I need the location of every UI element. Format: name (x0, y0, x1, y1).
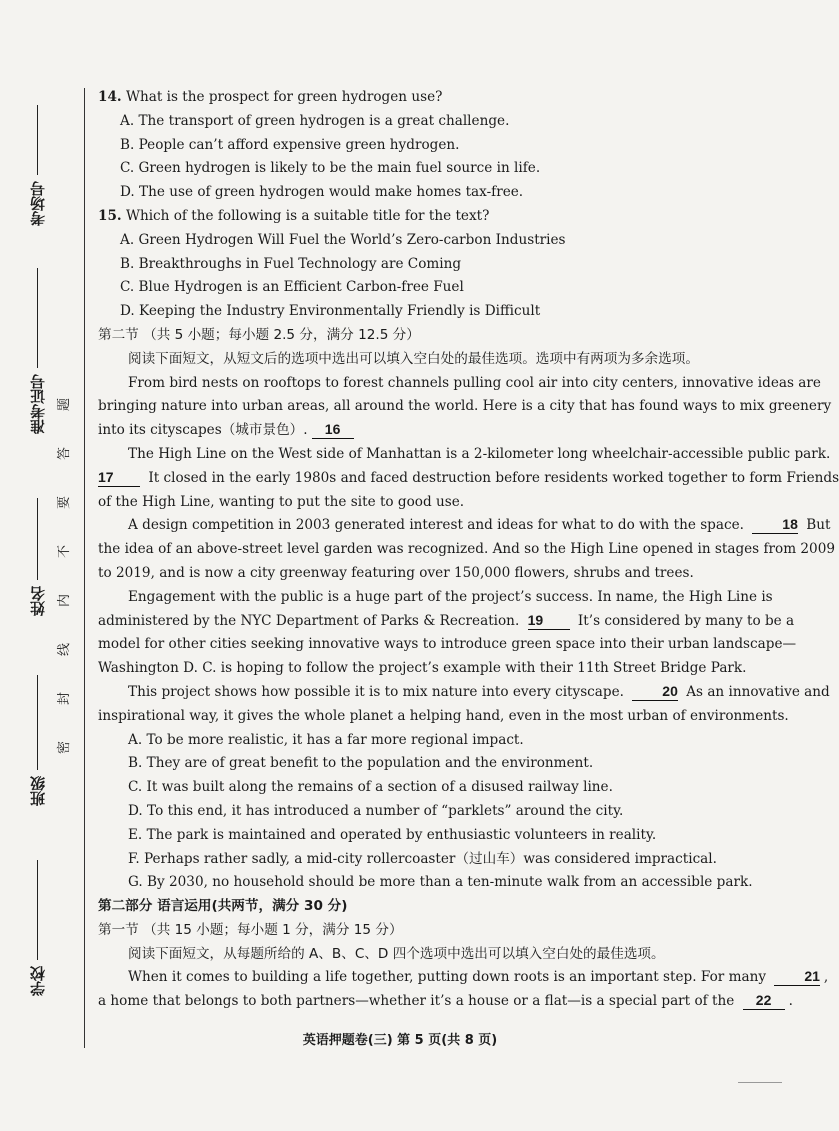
blank-21: 21 (774, 968, 820, 986)
question-15 (98, 205, 748, 229)
passage-line: of the High Line, wanting to put the site to good use. (98, 493, 465, 510)
passage-line (98, 419, 748, 443)
blank-22: 22 (743, 992, 785, 1010)
option-14a: A. The transport of green hydrogen is a great challenge. (120, 112, 510, 129)
passage-line (98, 610, 795, 634)
passage-text: But (806, 517, 831, 534)
passage-text: It closed in the early 1980s and faced destruction before residents worked together to form Friends (148, 469, 839, 486)
subsection-header: 第一节 （共 15 小题；每小题 1 分，满分 15 分） (98, 921, 403, 938)
passage-text: It’s considered by many to be a (577, 612, 795, 629)
seal-char: 答 (57, 446, 73, 461)
exam-room-label: 考场号 (28, 181, 47, 226)
option-e: E. The park is maintained and operated by enthusiastic volunteers in reality. (128, 826, 657, 843)
passage-line: Washington D. C. is hoping to follow the project’s example with their 11th Street Bridge Park. (98, 660, 747, 677)
option-15c: C. Blue Hydrogen is an Efficient Carbon-free Fuel (120, 279, 464, 296)
class-line (37, 675, 38, 770)
blank-16: 16 (312, 421, 354, 439)
page-content (98, 86, 839, 1014)
question-number: 14. (98, 89, 122, 105)
seal-line (84, 88, 85, 1048)
page-footer: 英语押题卷(三) 第 5 页(共 8 页) (302, 1033, 498, 1048)
name-line (37, 498, 38, 580)
question-text: Which of the following is a suitable title for the text? (125, 207, 490, 224)
passage-line (98, 467, 839, 491)
school-line (37, 860, 38, 960)
option-14c: C. Green hydrogen is likely to be the main fuel source in life. (120, 160, 541, 177)
part-instruction: 阅读下面短文，从每题所给的 A、B、C、D 四个选项中选出可以填入空白处的最佳选项。 (128, 945, 665, 962)
option-c: C. It was built along the remains of a section of a disused railway line. (128, 779, 613, 796)
passage-text: As an innovative and (686, 683, 830, 700)
section-header: 第二节 （共 5 小题；每小题 2.5 分，满分 12.5 分） (98, 326, 420, 343)
exam-room-field (22, 105, 52, 226)
school-label: 学校 (28, 966, 47, 996)
question-number: 15. (98, 207, 122, 224)
seal-char: 要 (57, 495, 73, 510)
seal-char: 线 (57, 642, 73, 657)
class-label: 班级 (28, 776, 47, 806)
seal-char: 内 (57, 593, 73, 608)
passage-line: model for other cities seeking innovative ways to introduce green space into their urban landscape— (98, 636, 797, 653)
cloze-line (98, 966, 829, 990)
passage-line: to 2019, and is now a city greenway featuring over 150,000 flowers, shrubs and trees. (98, 564, 694, 581)
cloze-text: a home that belongs to both partners—whether it’s a house or a flat—is a special part of the (98, 993, 735, 1010)
cloze-line (98, 990, 793, 1014)
option-d: D. To this end, it has introduced a number of “parklets” around the city. (128, 802, 624, 819)
option-15b: B. Breakthroughs in Fuel Technology are Coming (120, 255, 462, 272)
question-text: What is the prospect for green hydrogen use? (125, 89, 443, 105)
passage-text: administered by the NYC Department of Parks & Recreation. (98, 612, 520, 629)
section-instruction: 阅读下面短文，从短文后的选项中选出可以填入空白处的最佳选项。选项中有两项为多余选项。 (128, 350, 699, 367)
seal-char: 密 (57, 740, 73, 755)
seal-char: 题 (57, 397, 73, 412)
option-14d: D. The use of green hydrogen would make homes tax-free. (120, 184, 524, 201)
passage-line: the idea of an above-street level garden was recognized. And so the High Line opened in stages from 2009 (98, 541, 836, 558)
passage-line: inspirational way, it gives the whole planet a helping hand, even in the most urban of environments. (98, 707, 789, 724)
option-a: A. To be more realistic, it has a far more regional impact. (128, 731, 524, 748)
cloze-punct: , (823, 969, 829, 986)
passage-line: From bird nests on rooftops to forest channels pulling cool air into city centers, innovative ideas are (128, 374, 821, 391)
passage-text: into its cityscapes（城市景色）. (98, 422, 308, 439)
option-15a: A. Green Hydrogen Will Fuel the World’s Zero-carbon Industries (120, 231, 566, 248)
admission-number-line (37, 268, 38, 368)
blank-19: 19 (528, 612, 570, 630)
passage-line: The High Line on the West side of Manhattan is a 2-kilometer long wheelchair-accessible public park. (128, 445, 831, 462)
passage-line (98, 681, 830, 705)
seal-notice (55, 380, 75, 772)
option-b: B. They are of great benefit to the population and the environment. (128, 755, 594, 772)
passage-line: Engagement with the public is a huge part of the project’s success. In name, the High Line is (128, 588, 773, 605)
blank-17: 17 (98, 469, 140, 487)
cloze-punct: . (788, 993, 793, 1010)
passage-line: bringing nature into urban areas, all around the world. Here is a city that has found ways to mix greenery (98, 398, 832, 415)
cloze-text: When it comes to building a life together, putting down roots is an important step. For many (128, 969, 767, 986)
blank-18: 18 (752, 516, 798, 534)
passage-text: This project shows how possible it is to mix nature into every cityscape. (128, 683, 624, 700)
exam-room-line (37, 105, 38, 175)
passage-text: A design competition in 2003 generated interest and ideas for what to do with the space. (128, 517, 744, 534)
seal-char: 不 (57, 544, 73, 559)
option-g: G. By 2030, no household should be more than a ten-minute walk from an accessible park. (128, 874, 753, 891)
option-f: F. Perhaps rather sadly, a mid-city rollercoaster（过山车）was considered impractical. (128, 850, 717, 867)
binding-margin (0, 0, 95, 1131)
admission-number-label: 准考证号 (28, 374, 47, 434)
option-15d: D. Keeping the Industry Environmentally Friendly is Difficult (120, 303, 541, 320)
question-14 (98, 86, 748, 110)
passage-line (98, 514, 831, 538)
option-14b: B. People can’t afford expensive green hydrogen. (120, 136, 460, 153)
name-label: 姓名 (28, 586, 47, 616)
blank-20: 20 (632, 683, 678, 701)
seal-char: 封 (57, 691, 73, 706)
part-header: 第二部分 语言运用(共两节，满分 30 分) (98, 898, 348, 915)
corner-mark (738, 1082, 782, 1083)
school-field (22, 860, 52, 996)
